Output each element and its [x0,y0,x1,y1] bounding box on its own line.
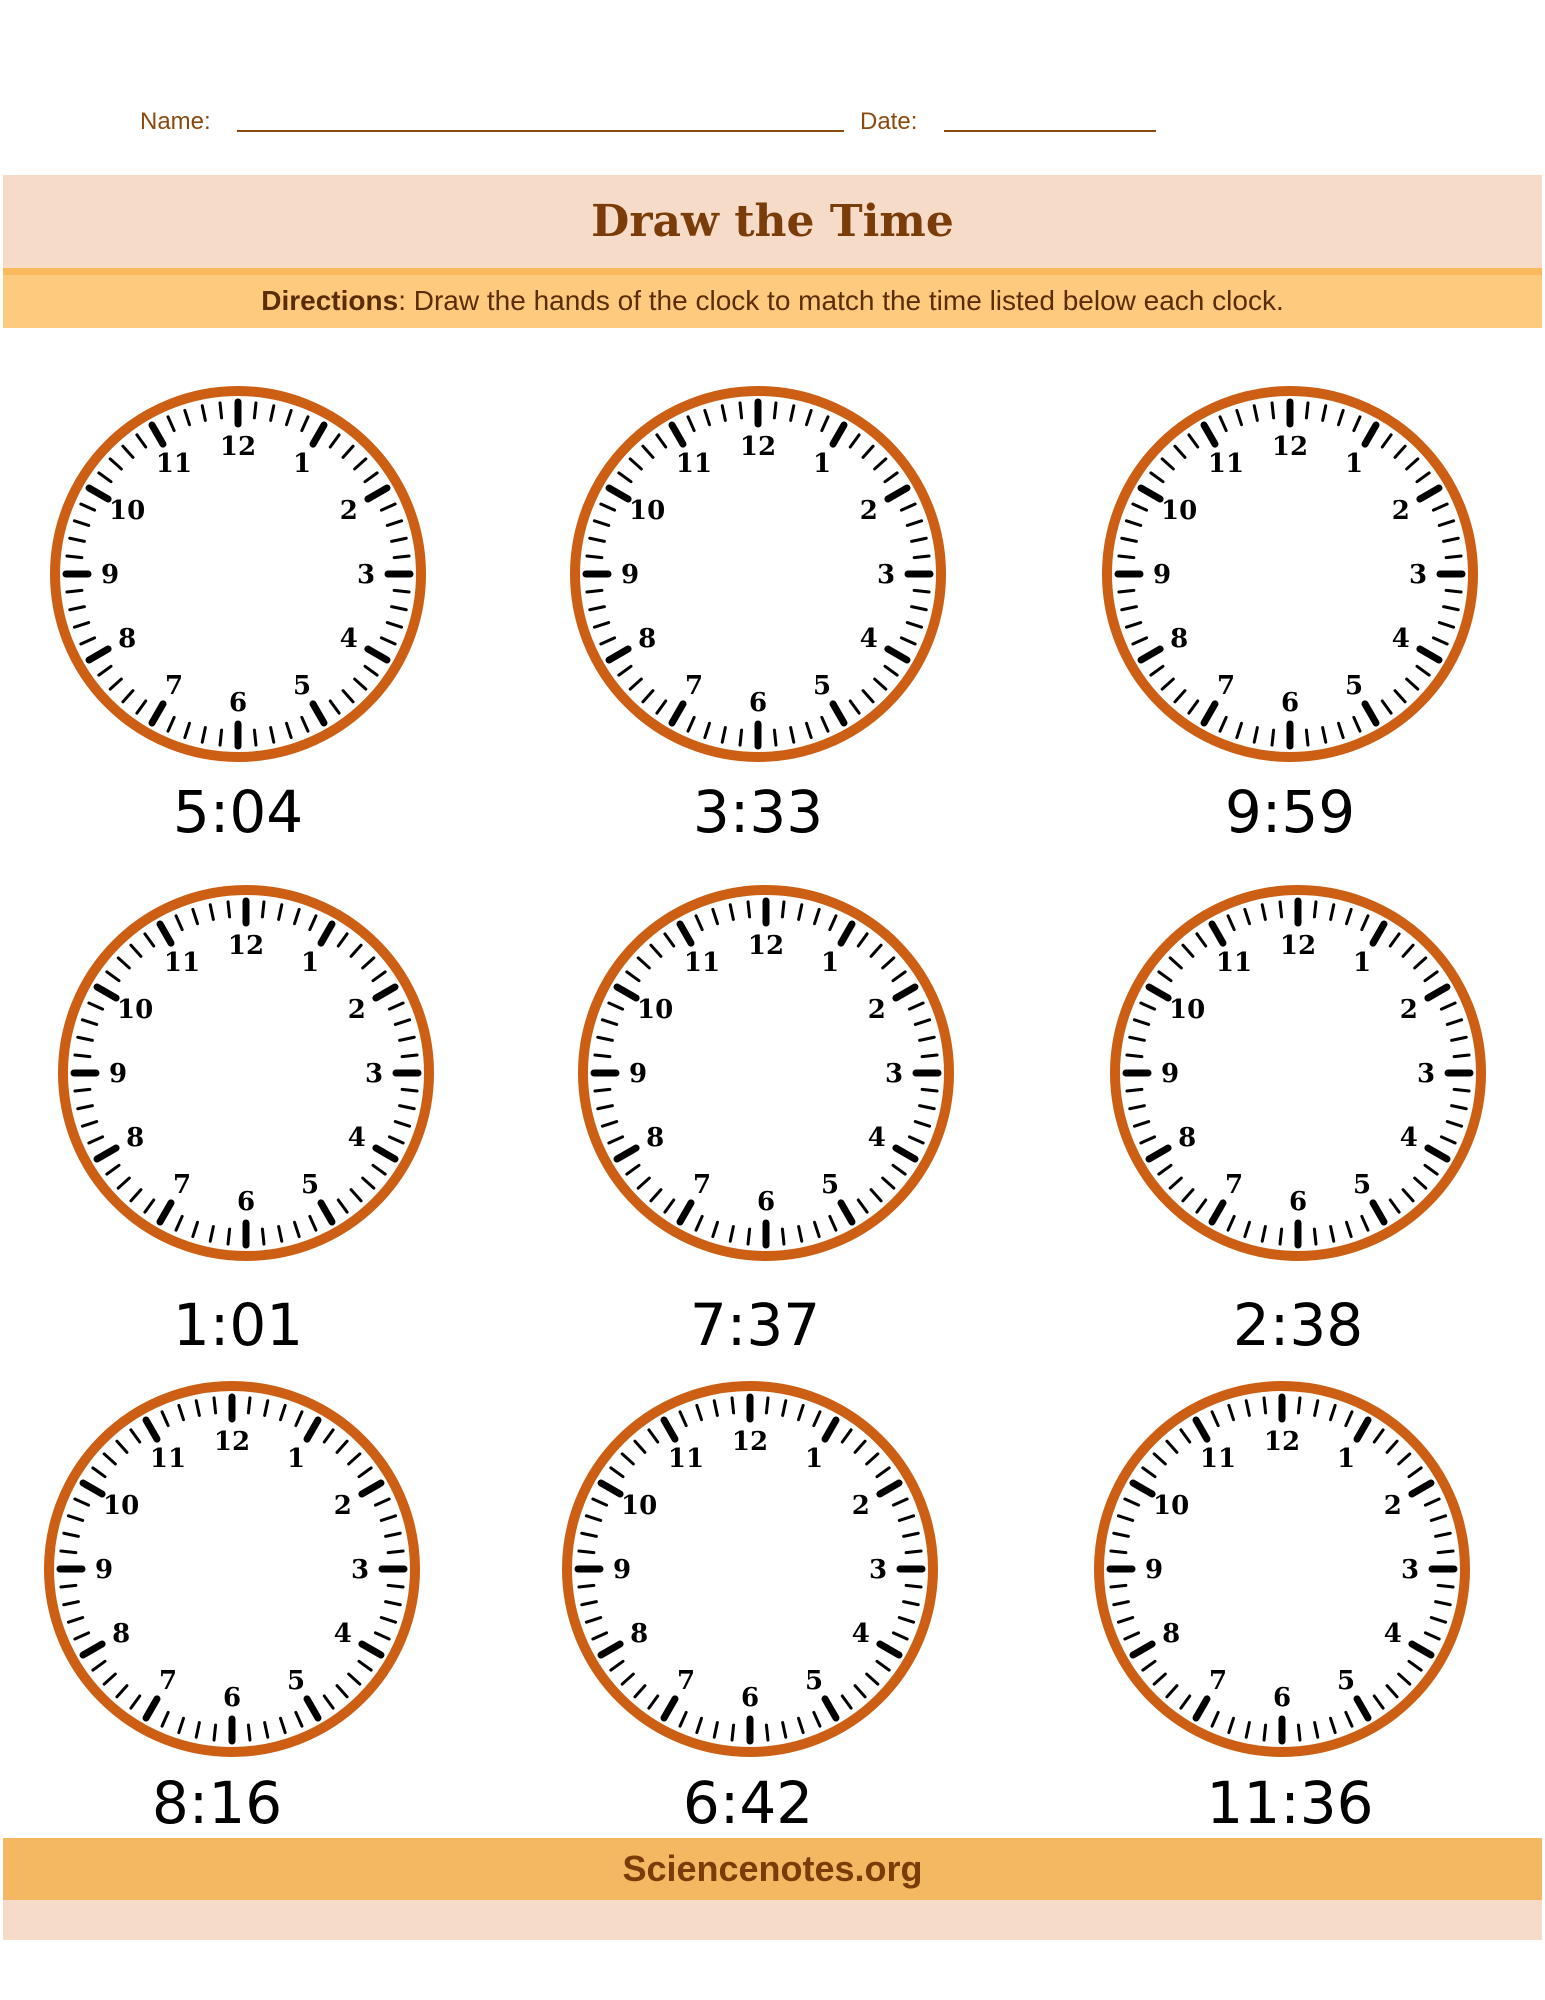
clock-number: 9 [620,560,640,590]
clock-number: 2 [859,496,878,526]
minute-tick [214,1398,216,1413]
clock-number: 11 [683,948,721,979]
clock-face[interactable] [1092,1379,1472,1759]
clock-number: 6 [228,688,248,718]
clock-number: 11 [1215,948,1253,979]
clock-number: 7 [1208,1665,1228,1696]
clock-number: 10 [637,995,674,1025]
clock-number: 7 [1216,670,1236,701]
minute-tick [748,902,750,917]
minute-tick [774,403,776,418]
clock-number: 10 [1169,995,1206,1025]
clock-number: 12 [1263,1427,1301,1457]
clock-number: 5 [300,1169,320,1200]
minute-tick [1264,1398,1266,1413]
page-title: Draw the Time [591,196,954,247]
minute-tick [766,1398,768,1413]
minute-tick [61,1551,76,1553]
minute-tick [228,902,230,917]
clock-number: 8 [646,1123,665,1153]
clock-time-label: 7:37 [689,1291,821,1359]
minute-tick [388,1585,403,1587]
clock-number: 12 [1279,931,1317,961]
clock-time-label: 9:59 [1224,778,1356,846]
directions-text: : Draw the hands of the clock to match the time listed below each clock. [398,285,1284,316]
minute-tick [394,590,409,592]
clock-number: 2 [1391,496,1410,526]
clock-number: 7 [684,670,704,701]
clock-number: 8 [630,1619,649,1649]
clock-number: 4 [867,1123,886,1153]
clock-number: 3 [1416,1059,1436,1089]
clock-number: 1 [1336,1444,1356,1475]
footer-bottom-band [3,1900,1542,1940]
clock-number: 6 [756,1187,776,1217]
minute-tick [75,1089,90,1091]
clock-number: 9 [1152,560,1172,590]
clock-number: 1 [1344,449,1364,480]
minute-tick [914,556,929,558]
clock-number: 6 [1272,1683,1292,1713]
minute-tick [774,730,776,745]
clock-number: 7 [676,1665,696,1696]
minute-tick [1298,1725,1300,1740]
clock-time-label: 3:33 [692,778,824,846]
clock-number: 11 [675,449,713,480]
clock-number: 11 [1199,1444,1237,1475]
clock-number: 12 [747,931,785,961]
directions-bold: Directions [261,285,399,316]
minute-tick [214,1725,216,1740]
clock-face[interactable] [576,883,956,1263]
clock-number: 12 [731,1427,769,1457]
clock-number: 8 [1162,1619,1181,1649]
clock-face[interactable] [568,384,948,764]
minute-tick [587,590,602,592]
date-field[interactable] [944,130,1156,132]
minute-tick [1280,1229,1282,1244]
clock-number: 12 [739,432,777,462]
clock-number: 2 [851,1491,870,1521]
clock-number: 7 [1224,1169,1244,1200]
clock-number: 12 [1271,432,1309,462]
clock-number: 9 [1144,1555,1164,1585]
clock-number: 1 [292,449,312,480]
minute-tick [1119,556,1134,558]
clock-number: 12 [219,432,257,462]
clock-number: 1 [1352,948,1372,979]
clock-number: 4 [1391,624,1410,654]
minute-tick [587,556,602,558]
clock-number: 11 [163,948,201,979]
minute-tick [61,1585,76,1587]
minute-tick [388,1551,403,1553]
clock-time-label: 11:36 [1206,1769,1374,1837]
clock-number: 2 [339,496,358,526]
clock-number: 9 [628,1059,648,1089]
clock-number: 9 [1160,1059,1180,1089]
minute-tick [1446,556,1461,558]
clock-number: 9 [612,1555,632,1585]
clock-number: 10 [629,496,666,526]
clock-number: 7 [158,1665,178,1696]
minute-tick [1272,403,1274,418]
clock-number: 6 [1280,688,1300,718]
minute-tick [782,902,784,917]
minute-tick [67,590,82,592]
minute-tick [1264,1725,1266,1740]
minute-tick [67,556,82,558]
minute-tick [254,403,256,418]
minute-tick [394,556,409,558]
clock-number: 11 [149,1444,187,1475]
minute-tick [1127,1055,1142,1057]
clock-number: 3 [884,1059,904,1089]
clock-number: 4 [1383,1619,1402,1649]
clock-time-label: 8:16 [151,1769,283,1837]
clock-number: 3 [1408,560,1428,590]
clock-number: 5 [292,670,312,701]
clock-number: 1 [804,1444,824,1475]
footer-site-name: Sciencenotes.org [622,1848,923,1889]
minute-tick [906,1551,921,1553]
minute-tick [1454,1089,1469,1091]
minute-tick [1127,1089,1142,1091]
clock-number: 3 [350,1555,370,1585]
minute-tick [579,1585,594,1587]
clock-number: 3 [868,1555,888,1585]
clock-number: 4 [859,624,878,654]
directions-band [3,268,1542,328]
clock-number: 7 [692,1169,712,1200]
clock-number: 4 [1399,1123,1418,1153]
clock-number: 8 [118,624,137,654]
minute-tick [1314,1229,1316,1244]
clock-number: 12 [227,931,265,961]
minute-tick [579,1551,594,1553]
clock-number: 3 [364,1059,384,1089]
clock-number: 8 [126,1123,145,1153]
clock-number: 5 [286,1665,306,1696]
minute-tick [914,590,929,592]
clock-time-label: 5:04 [172,778,304,846]
minute-tick [1446,590,1461,592]
clock-number: 5 [1336,1665,1356,1696]
minute-tick [1111,1585,1126,1587]
clock-number: 11 [155,449,193,480]
clock-number: 6 [748,688,768,718]
clock-number: 10 [109,496,146,526]
clock-time-label: 2:38 [1232,1291,1364,1359]
clock-number: 10 [1161,496,1198,526]
minute-tick [1438,1551,1453,1553]
clock-face[interactable] [56,883,436,1263]
minute-tick [1306,403,1308,418]
minute-tick [402,1055,417,1057]
minute-tick [1272,730,1274,745]
clock-number: 4 [347,1123,366,1153]
clock-number: 6 [740,1683,760,1713]
clock-number: 2 [867,995,886,1025]
clock-number: 3 [1400,1555,1420,1585]
clock-number: 6 [1288,1187,1308,1217]
minute-tick [732,1725,734,1740]
clock-face[interactable] [48,384,428,764]
clock-number: 6 [236,1187,256,1217]
minute-tick [248,1725,250,1740]
clock-number: 7 [172,1169,192,1200]
minute-tick [595,1089,610,1091]
clock-number: 8 [1178,1123,1197,1153]
clock-number: 4 [333,1619,352,1649]
clock-time-label: 1:01 [172,1291,304,1359]
minute-tick [922,1089,937,1091]
clock-number: 1 [820,948,840,979]
clock-number: 2 [347,995,366,1025]
clock-number: 1 [812,449,832,480]
clock-number: 5 [820,1169,840,1200]
clock-number: 5 [804,1665,824,1696]
clock-face[interactable] [1108,883,1488,1263]
clock-number: 2 [333,1491,352,1521]
clock-number: 3 [876,560,896,590]
minute-tick [402,1089,417,1091]
clock-number: 3 [356,560,376,590]
clock-number: 2 [1383,1491,1402,1521]
minute-tick [782,1229,784,1244]
clock-number: 9 [94,1555,114,1585]
minute-tick [595,1055,610,1057]
minute-tick [220,403,222,418]
minute-tick [254,730,256,745]
name-label: Name: [140,108,211,135]
minute-tick [732,1398,734,1413]
clock-number: 11 [667,1444,705,1475]
clock-number: 1 [286,1444,306,1475]
clock-number: 1 [300,948,320,979]
clock-face[interactable] [42,1379,422,1759]
clock-number: 12 [213,1427,251,1457]
clock-number: 5 [1352,1169,1372,1200]
clock-number: 10 [1153,1491,1190,1521]
clock-number: 9 [108,1059,128,1089]
minute-tick [262,902,264,917]
minute-tick [740,730,742,745]
minute-tick [1111,1551,1126,1553]
directions [3,275,1542,327]
clock-number: 10 [621,1491,658,1521]
minute-tick [1298,1398,1300,1413]
clock-number: 10 [103,1491,140,1521]
clock-number: 6 [222,1683,242,1713]
clock-number: 4 [851,1619,870,1649]
clock-number: 10 [117,995,154,1025]
minute-tick [228,1229,230,1244]
clock-number: 2 [1399,995,1418,1025]
minute-tick [220,730,222,745]
minute-tick [1438,1585,1453,1587]
clock-number: 11 [1207,449,1245,480]
clock-number: 8 [112,1619,131,1649]
minute-tick [740,403,742,418]
name-field[interactable] [237,130,844,132]
clock-time-label: 6:42 [682,1769,814,1837]
clock-number: 8 [638,624,657,654]
minute-tick [262,1229,264,1244]
minute-tick [748,1229,750,1244]
minute-tick [248,1398,250,1413]
minute-tick [1280,902,1282,917]
clock-number: 4 [339,624,358,654]
date-label: Date: [860,108,918,135]
minute-tick [766,1725,768,1740]
clock-number: 9 [100,560,120,590]
minute-tick [922,1055,937,1057]
minute-tick [906,1585,921,1587]
clock-number: 7 [164,670,184,701]
minute-tick [1119,590,1134,592]
minute-tick [1314,902,1316,917]
minute-tick [75,1055,90,1057]
clock-number: 5 [1344,670,1364,701]
title-band [3,175,1542,268]
clock-face[interactable] [1100,384,1480,764]
clock-number: 8 [1170,624,1189,654]
minute-tick [1454,1055,1469,1057]
footer-band [3,1838,1542,1900]
minute-tick [1306,730,1308,745]
clock-number: 5 [812,670,832,701]
clock-face[interactable] [560,1379,940,1759]
